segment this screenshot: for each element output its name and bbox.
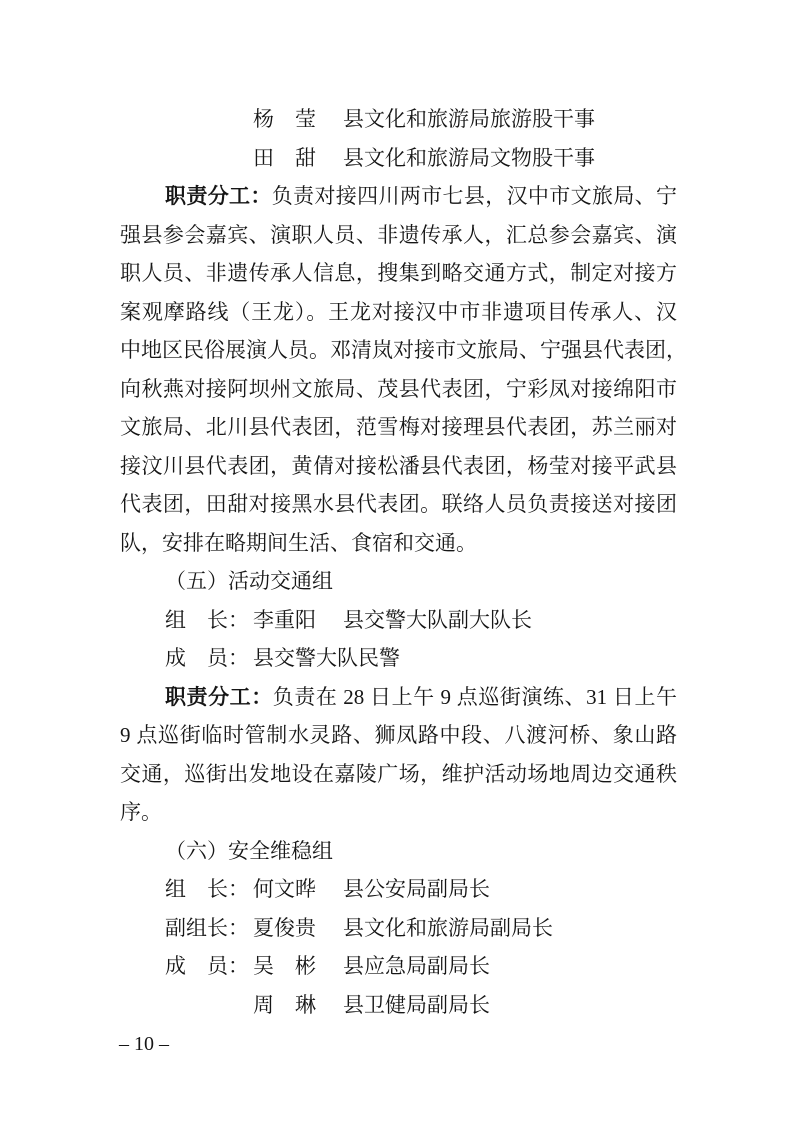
- member-title: 县卫健局副局长: [343, 992, 490, 1017]
- member-name: 田 甜: [253, 145, 316, 170]
- duty-paragraph-line: 代表团，田甜对接黑水县代表团。联络人员负责接送对接团: [120, 492, 677, 516]
- member-row: [120, 601, 677, 640]
- role-label: 组 长：: [165, 877, 249, 901]
- member-row: [120, 870, 677, 909]
- role-label: 副组长：: [165, 915, 249, 940]
- role-label: 成 员：: [165, 954, 249, 978]
- member-title: 县文化和旅游局副局长: [343, 915, 553, 940]
- role-label: 组 长：: [165, 607, 249, 632]
- member-title: 县交警大队副大队长: [343, 607, 532, 632]
- member-title: 县应急局副局长: [343, 954, 490, 978]
- duty-text: 负责对接四川两市七县，汉中市文旅局、宁: [271, 184, 678, 208]
- duty-paragraph-line: 交通，巡街出发地设在嘉陵广场，维护活动场地周边交通秩: [120, 761, 677, 786]
- member-row: [120, 139, 677, 178]
- duty-paragraph-line: 序。: [120, 800, 162, 824]
- member-title: 县交警大队民警: [253, 646, 400, 670]
- duty-paragraph-line: [120, 678, 677, 717]
- document-body: [120, 100, 687, 1024]
- duty-paragraph-line: 向秋燕对接阿坝州文旅局、茂县代表团，宁彩凤对接绵阳市: [120, 376, 677, 401]
- duty-paragraph-line: 强县参会嘉宾、演职人员、非遗传承人，汇总参会嘉宾、演: [120, 222, 677, 247]
- member-row: [120, 100, 677, 139]
- role-label: 成 员：: [165, 646, 249, 670]
- duty-paragraph-line: 9 点巡街临时管制水灵路、狮凤路中段、八渡河桥、象山路: [120, 723, 677, 747]
- member-name: 夏俊贵: [253, 915, 316, 940]
- duty-paragraph-line: 案观摩路线（王龙）。王龙对接汉中市非遗项目传承人、汉: [120, 299, 677, 324]
- duty-paragraph-line: 文旅局、北川县代表团，范雪梅对接理县代表团，苏兰丽对: [120, 415, 677, 439]
- duty-paragraph-line: 队，安排在略期间生活、食宿和交通。: [120, 530, 477, 555]
- page-number: – 10 –: [119, 1033, 169, 1055]
- member-name: 吴 彬: [253, 954, 316, 978]
- member-name: 李重阳: [253, 607, 316, 632]
- member-name: 周 琳: [253, 992, 316, 1017]
- section-heading: （六）安全维稳组: [165, 838, 333, 863]
- duty-label: 职责分工：: [165, 684, 273, 709]
- duty-label: 职责分工：: [165, 184, 272, 208]
- duty-paragraph-line: 中地区民俗展演人员。邓清岚对接市文旅局、宁强县代表团，: [120, 338, 687, 362]
- duty-paragraph-line: [120, 177, 677, 216]
- duty-paragraph-line: 接汶川县代表团，黄倩对接松潘县代表团，杨莹对接平武县: [120, 453, 677, 478]
- member-row: [120, 909, 677, 948]
- member-title: 县文化和旅游局文物股干事: [343, 145, 595, 170]
- member-title: 县文化和旅游局旅游股干事: [343, 107, 595, 131]
- duty-text: 负责在 28 日上午 9 点巡街演练、31 日上午: [272, 684, 678, 709]
- member-row: [120, 947, 677, 986]
- member-name: 杨 莹: [253, 107, 316, 131]
- duty-paragraph-line: 职人员、非遗传承人信息，搜集到略交通方式，制定对接方: [120, 261, 677, 285]
- member-name: 何文晔: [253, 877, 316, 901]
- section-heading: （五）活动交通组: [165, 569, 333, 593]
- member-row: [120, 639, 677, 678]
- member-row: [120, 986, 677, 1025]
- member-title: 县公安局副局长: [343, 877, 490, 901]
